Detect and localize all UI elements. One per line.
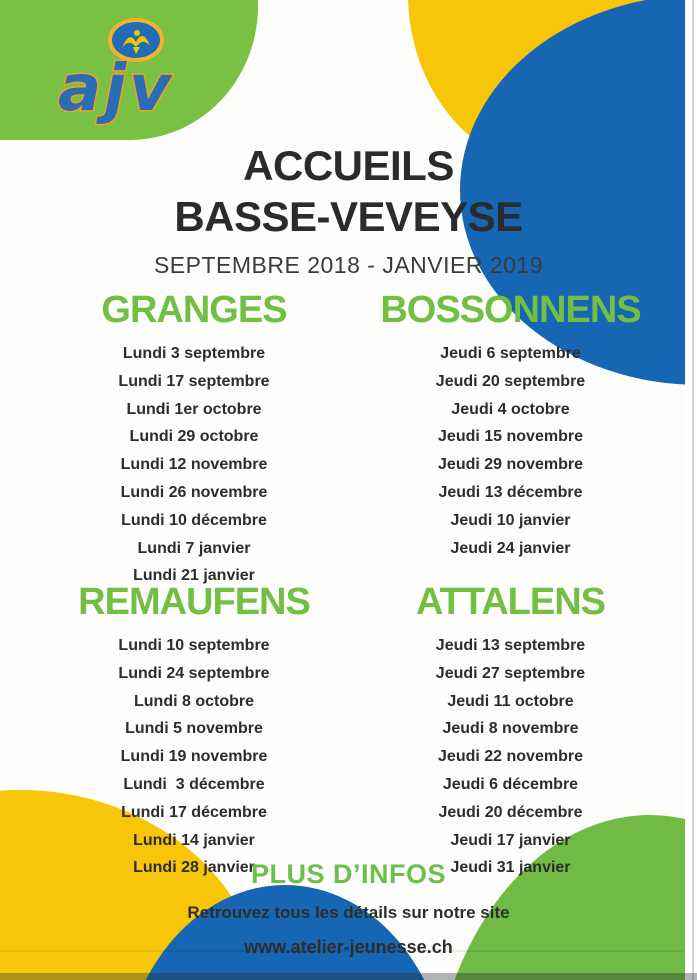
date-item: Lundi 17 septembre xyxy=(118,372,270,390)
date-list-remaufens xyxy=(28,632,360,882)
date-item: Jeudi 6 septembre xyxy=(440,345,581,362)
section-remaufens xyxy=(28,582,360,882)
date-item: Jeudi 6 décembre xyxy=(442,775,579,793)
date-item: Lundi 10 décembre xyxy=(121,511,267,529)
date-list-bossonnens xyxy=(358,340,663,562)
date-item: Lundi 24 septembre xyxy=(118,664,270,682)
poster-title xyxy=(0,140,697,242)
date-item: Lundi 29 octobre xyxy=(129,428,259,446)
date-item: Jeudi 24 janvier xyxy=(450,539,571,557)
section-attalens xyxy=(358,582,663,882)
date-item: Lundi 10 septembre xyxy=(118,637,270,654)
date-item: Jeudi 11 octobre xyxy=(447,692,574,710)
date-item: Jeudi 15 novembre xyxy=(438,428,583,446)
date-item: Lundi 3 septembre xyxy=(122,345,266,362)
footer xyxy=(0,858,697,958)
date-item: Jeudi 22 novembre xyxy=(438,748,583,766)
date-item: Jeudi 17 janvier xyxy=(450,831,571,849)
date-item: Lundi 17 décembre xyxy=(121,803,267,821)
footer-info-line: Retrouvez tous les détails sur notre site xyxy=(187,903,510,922)
date-item: Jeudi 29 novembre xyxy=(438,456,583,474)
date-item: Jeudi 20 septembre xyxy=(435,372,586,390)
date-item: Jeudi 10 janvier xyxy=(450,511,571,529)
date-item: Lundi 21 janvier xyxy=(133,567,255,585)
date-item: Lundi 3 décembre xyxy=(123,775,265,793)
date-item: Jeudi 31 janvier xyxy=(450,859,571,877)
title-line-2: BASSE-VEVEYSE xyxy=(174,193,523,240)
date-item: Lundi 14 janvier xyxy=(133,831,255,849)
date-list-attalens xyxy=(358,632,663,882)
logo-text: ajv xyxy=(58,52,174,126)
section-title-granges: GRANGES xyxy=(101,289,287,331)
date-item: Jeudi 4 octobre xyxy=(451,400,570,418)
section-bossonnens xyxy=(358,290,663,562)
date-item: Lundi 26 novembre xyxy=(120,483,268,501)
section-granges xyxy=(28,290,360,590)
date-item: Lundi 19 novembre xyxy=(120,748,268,766)
title-line-1: ACCUEILS xyxy=(243,142,454,189)
date-item: Lundi 1er octobre xyxy=(126,400,262,418)
date-item: Lundi 7 janvier xyxy=(137,539,251,557)
date-item: Lundi 12 novembre xyxy=(120,456,268,474)
date-item: Lundi 8 octobre xyxy=(134,692,254,710)
date-list-granges xyxy=(28,340,360,590)
date-item: Lundi 28 janvier xyxy=(133,859,255,877)
date-item: Jeudi 8 novembre xyxy=(442,720,579,738)
date-item: Jeudi 13 décembre xyxy=(438,483,583,501)
poster-subtitle: SEPTEMBRE 2018 - JANVIER 2019 xyxy=(153,252,544,278)
date-item: Jeudi 13 septembre xyxy=(435,637,586,654)
date-item: Jeudi 27 septembre xyxy=(435,664,586,682)
section-title-attalens: ATTALENS xyxy=(415,581,605,623)
footer-heading: PLUS D’INFOS xyxy=(250,859,446,889)
footer-website: www.atelier-jeunesse.ch xyxy=(244,937,453,957)
section-title-remaufens: REMAUFENS xyxy=(78,581,310,623)
section-title-bossonnens: BOSSONNENS xyxy=(380,289,641,331)
date-item: Jeudi 20 décembre xyxy=(438,803,583,821)
date-item: Lundi 5 novembre xyxy=(125,720,263,738)
